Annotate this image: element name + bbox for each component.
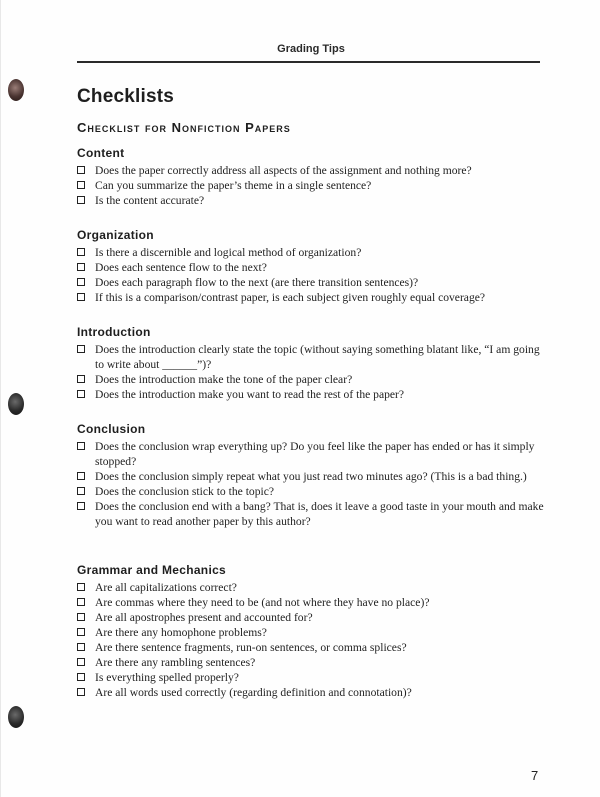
checklist-item [77,610,547,625]
checklist-item-text: Does the conclusion simply repeat what you just read two minutes ago? (This is a bad thing.) [95,470,527,483]
checklist-item-text: Does the introduction make you want to read the rest of the paper? [95,388,405,401]
checklist-item [77,499,547,529]
checklist-item-text: If this is a comparison/contrast paper, is each subject given roughly equal coverage? [95,291,486,304]
checklist-item [77,387,547,402]
checklist-item [77,163,547,178]
checkbox-icon[interactable] [77,166,85,174]
checklist-item [77,670,547,685]
checklist-item-text: Does the conclusion end with a bang? That is, does it leave a good taste in your mouth and make you want to read another paper by this author? [95,500,544,528]
checklist-item-text: Are there any homophone problems? [95,626,267,639]
checklist-item-text: Does each paragraph flow to the next (are there transition sentences)? [95,276,419,289]
checkbox-icon[interactable] [77,278,85,286]
binder-hole-middle [8,393,24,415]
checkbox-icon[interactable] [77,583,85,591]
section-organization [77,228,547,305]
checkbox-icon[interactable] [77,181,85,189]
checkbox-icon[interactable] [77,248,85,256]
binder-hole-bottom [8,706,24,728]
checkbox-icon[interactable] [77,673,85,681]
checklist-item [77,439,547,469]
section-title: Introduction [77,325,151,339]
running-head: Grading Tips [277,43,345,55]
checkbox-icon[interactable] [77,293,85,301]
checklist-item [77,655,547,670]
checklist-item [77,275,547,290]
page-number: 7 [531,768,539,783]
checkbox-icon[interactable] [77,375,85,383]
checklist-item [77,245,547,260]
page-title: Checklists [77,86,175,107]
checklist-item [77,625,547,640]
checklist-item [77,178,547,193]
checklist-item [77,685,547,700]
checklist-item-text: Are there any rambling sentences? [95,656,256,669]
section-content [77,146,547,208]
checkbox-icon[interactable] [77,472,85,480]
checklist-item-text: Can you summarize the paper’s theme in a single sentence? [95,179,372,192]
checklist-item [77,260,547,275]
checkbox-icon[interactable] [77,502,85,510]
section-introduction [77,325,547,402]
checklist-item [77,640,547,655]
checklist-item-text: Are there sentence fragments, run-on sentences, or comma splices? [95,641,407,654]
checkbox-icon[interactable] [77,263,85,271]
checkbox-icon[interactable] [77,643,85,651]
checkbox-icon[interactable] [77,658,85,666]
checklist-item-text: Does the paper correctly address all aspects of the assignment and nothing more? [95,164,472,177]
checklist-item [77,372,547,387]
section-conclusion [77,422,547,529]
section-title: Conclusion [77,422,146,436]
checkbox-icon[interactable] [77,390,85,398]
checklist-item [77,595,547,610]
checklist-item-text: Does each sentence flow to the next? [95,261,267,274]
checklist-item [77,484,547,499]
checklist-item [77,342,547,372]
checklist-item-text: Are all words used correctly (regarding definition and connotation)? [95,686,412,699]
checkbox-icon[interactable] [77,487,85,495]
checkbox-icon[interactable] [77,598,85,606]
checkbox-icon[interactable] [77,688,85,696]
checklist-item-text: Does the conclusion wrap everything up? Do you feel like the paper has ended or has it simply stopped? [95,440,535,468]
checklist-item [77,290,547,305]
checklist-item-text: Are all apostrophes present and accounted for? [95,611,313,624]
binder-hole-top [8,79,24,101]
section-grammar-mechanics [77,563,547,700]
checklist-item-text: Does the introduction make the tone of the paper clear? [95,373,353,386]
checklist-item [77,193,547,208]
checkbox-icon[interactable] [77,196,85,204]
checkbox-icon[interactable] [77,613,85,621]
checklist-item-text: Is there a discernible and logical method of organization? [95,246,362,259]
checkbox-icon[interactable] [77,345,85,353]
page-subtitle: Checklist for Nonfiction Papers [77,120,291,135]
checklist-item-text: Is everything spelled properly? [95,671,239,684]
checkbox-icon[interactable] [77,442,85,450]
checklist-item-text: Does the introduction clearly state the topic (without saying something blatant like, “I am going to write about ______”)? [95,343,540,371]
section-title: Organization [77,228,154,242]
checklist-item-text: Is the content accurate? [95,194,205,207]
checklist-item-text: Are commas where they need to be (and not where they have no place)? [95,596,430,609]
section-title: Content [77,146,125,160]
checklist-item-text: Does the conclusion stick to the topic? [95,485,275,498]
checkbox-icon[interactable] [77,628,85,636]
header-rule [77,61,540,63]
checklist-item [77,469,547,484]
section-title: Grammar and Mechanics [77,563,227,577]
checklist-item-text: Are all capitalizations correct? [95,581,237,594]
checklist-item [77,580,547,595]
